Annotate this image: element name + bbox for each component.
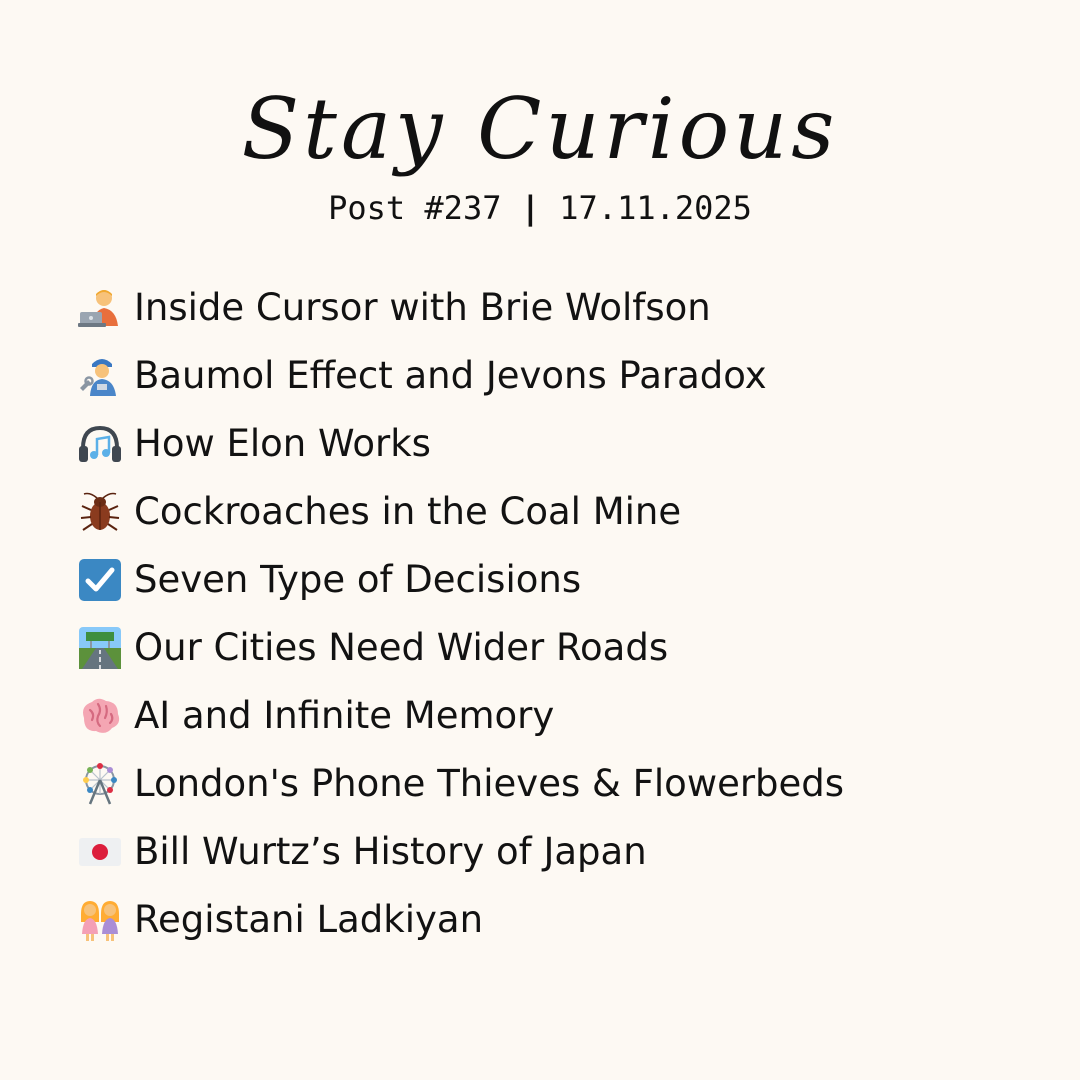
meta-separator: | bbox=[520, 189, 540, 227]
post-number: Post #237 bbox=[328, 189, 502, 227]
list-item bbox=[78, 342, 1038, 410]
list-item-label: How Elon Works bbox=[134, 422, 431, 465]
list-item bbox=[78, 546, 1038, 614]
page-title: Stay Curious bbox=[241, 80, 839, 178]
list-item bbox=[78, 614, 1038, 682]
list-item-label: Inside Cursor with Brie Wolfson bbox=[134, 286, 711, 329]
list-item bbox=[78, 818, 1038, 886]
list-item-label: Baumol Effect and Jevons Paradox bbox=[134, 354, 767, 397]
post-date: 17.11.2025 bbox=[559, 189, 752, 227]
headphones-music-icon bbox=[78, 422, 122, 466]
technologist-icon bbox=[78, 286, 122, 330]
post-meta bbox=[0, 186, 1080, 230]
two-women-icon bbox=[78, 898, 122, 942]
check-box-icon bbox=[78, 558, 122, 602]
mechanic-icon bbox=[78, 354, 122, 398]
brain-icon bbox=[78, 694, 122, 738]
list-item-label: AI and Infinite Memory bbox=[134, 694, 555, 737]
japan-flag-icon bbox=[78, 830, 122, 874]
list-item-label: London's Phone Thieves & Flowerbeds bbox=[134, 762, 845, 805]
cockroach-icon bbox=[78, 490, 122, 534]
list-item bbox=[78, 886, 1038, 954]
list-item bbox=[78, 274, 1038, 342]
topic-list bbox=[78, 274, 1038, 954]
list-item bbox=[78, 682, 1038, 750]
list-item-label: Registani Ladkiyan bbox=[134, 898, 484, 941]
motorway-icon bbox=[78, 626, 122, 670]
ferris-wheel-icon bbox=[78, 762, 122, 806]
list-item bbox=[78, 478, 1038, 546]
list-item-label: Bill Wurtz’s History of Japan bbox=[134, 830, 647, 873]
list-item-label: Cockroaches in the Coal Mine bbox=[134, 490, 682, 533]
list-item bbox=[78, 750, 1038, 818]
list-item-label: Seven Type of Decisions bbox=[134, 558, 582, 601]
list-item-label: Our Cities Need Wider Roads bbox=[134, 626, 669, 669]
list-item bbox=[78, 410, 1038, 478]
